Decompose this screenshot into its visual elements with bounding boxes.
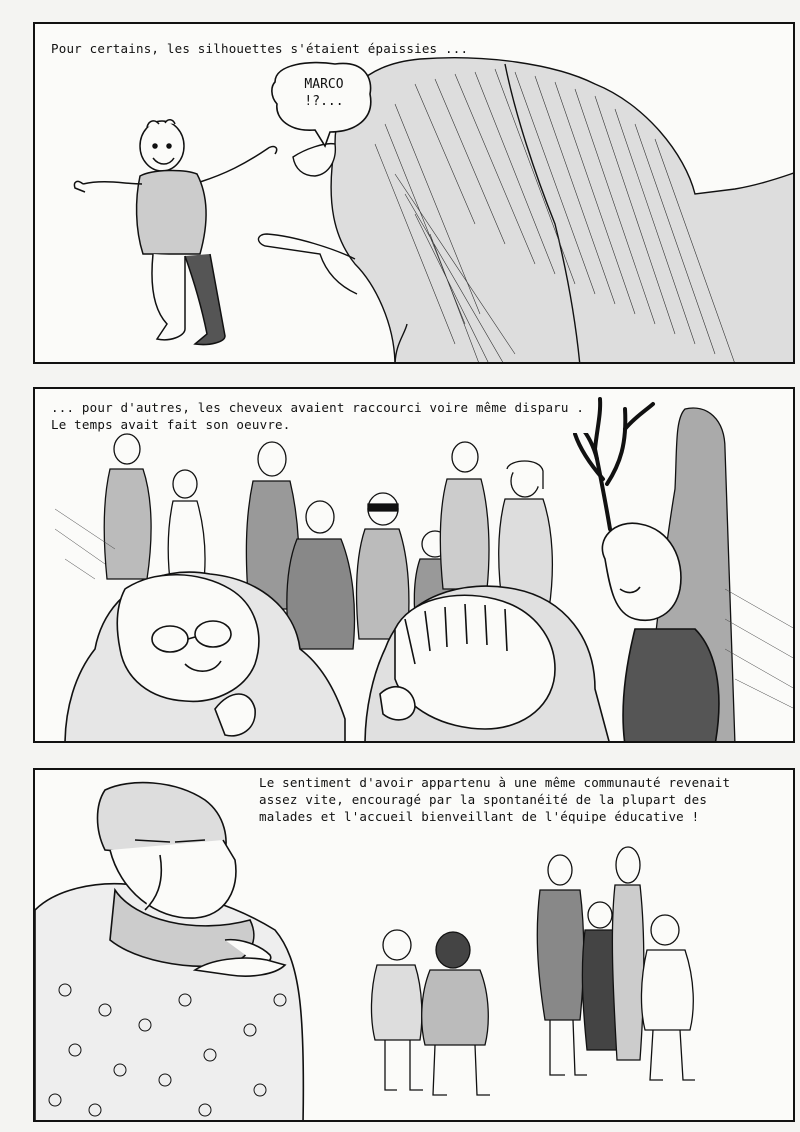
foreground-person-hat [35,783,303,1122]
caption-line: assez vite, encouragé par la spontanéité de la plupart des [259,792,708,807]
panel-1-caption [47,40,472,57]
panel-3-caption [255,774,734,825]
caption-line: ... pour d'autres, les cheveux avaient raccourci voire même disparu . [51,400,585,415]
comic-panel-3 [33,768,795,1122]
comic-panel-1 [33,22,795,364]
caption-line: Le temps avait fait son oeuvre. [51,417,291,432]
small-group-right [537,847,695,1080]
caption-line: Le sentiment d'avoir appartenu à une même communauté revenait [259,775,731,790]
speech-bubble-line: MARCO [304,77,344,92]
panel-2-caption [47,399,588,433]
comic-panel-2 [33,387,795,743]
caption-line: malades et l'accueil bienveillant de l'équipe éducative ! [259,809,700,824]
speech-bubble-line: !?... [304,94,344,109]
speech-bubble [283,76,365,110]
small-group-left [371,930,490,1095]
caption-line: Pour certains, les silhouettes s'étaient épaissies ... [51,41,469,56]
speech-bubble-shape [35,24,795,364]
panel-2-illustration [35,389,795,743]
